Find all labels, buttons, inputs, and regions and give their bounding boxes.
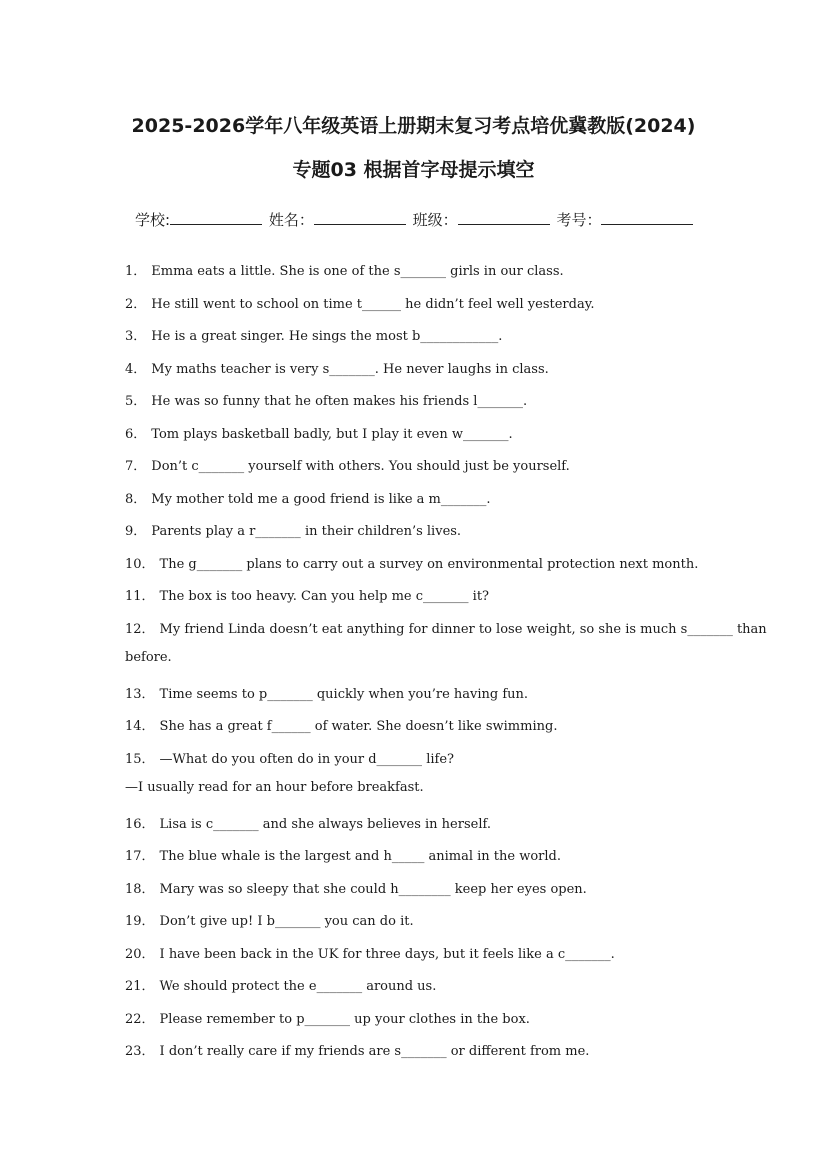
question-text: We should protect the e_______ around us. bbox=[159, 979, 437, 994]
question-text: —What do you often do in your d_______ life? bbox=[159, 752, 454, 767]
question-item bbox=[125, 520, 461, 539]
question-number: 10． bbox=[125, 557, 155, 572]
exam-number-blank[interactable] bbox=[601, 210, 693, 225]
question-number: 19． bbox=[125, 914, 155, 929]
question-item bbox=[125, 325, 502, 344]
question-item bbox=[125, 878, 587, 897]
question-number: 8． bbox=[125, 492, 147, 507]
question-text: Tom plays basketball badly, but I play it even w_______. bbox=[151, 427, 513, 442]
question-text: Mary was so sleepy that she could h________ keep her eyes open. bbox=[159, 882, 587, 897]
question-number: 4． bbox=[125, 362, 147, 377]
question-item bbox=[125, 910, 414, 929]
question-text: He was so funny that he often makes his friends l_______. bbox=[151, 394, 528, 409]
question-text: I don’t really care if my friends are s_______ or different from me. bbox=[159, 1044, 590, 1059]
question-text: I have been back in the UK for three days, but it feels like a c_______. bbox=[159, 947, 615, 962]
question-item bbox=[125, 975, 436, 994]
question-item bbox=[125, 488, 491, 507]
question-item bbox=[125, 813, 491, 832]
question-item bbox=[125, 585, 489, 604]
question-number: 14． bbox=[125, 719, 155, 734]
question-text: My friend Linda doesn’t eat anything for dinner to lose weight, so she is much s_______ than bbox=[159, 622, 767, 637]
question-number: 22． bbox=[125, 1012, 155, 1027]
name-blank[interactable] bbox=[314, 210, 406, 225]
question-text: Lisa is c_______ and she always believes in herself. bbox=[159, 817, 491, 832]
question-item bbox=[125, 358, 549, 377]
question-item bbox=[125, 618, 767, 637]
question-number: 17． bbox=[125, 849, 155, 864]
question-item bbox=[125, 423, 513, 442]
class-label: 班级： bbox=[412, 211, 458, 229]
page-title: 2025-2026学年八年级英语上册期末复习考点培优冀教版(2024) bbox=[131, 115, 696, 137]
question-item bbox=[125, 715, 557, 734]
school-blank[interactable] bbox=[170, 210, 262, 225]
question-text: Don’t c_______ yourself with others. You should just be yourself. bbox=[151, 459, 570, 474]
question-item bbox=[125, 845, 561, 864]
question-text: He still went to school on time t______ he didn’t feel well yesterday. bbox=[151, 297, 595, 312]
class-blank[interactable] bbox=[458, 210, 550, 225]
question-item bbox=[125, 1008, 530, 1027]
question-continuation: before. bbox=[125, 650, 172, 665]
section-subtitle: 专题03 根据首字母提示填空 bbox=[292, 159, 535, 181]
question-text: My mother told me a good friend is like a m_______. bbox=[151, 492, 491, 507]
question-text: Time seems to p_______ quickly when you’re having fun. bbox=[159, 687, 529, 702]
question-number: 1． bbox=[125, 264, 147, 279]
question-text: Please remember to p_______ up your clothes in the box. bbox=[159, 1012, 530, 1027]
question-number: 18． bbox=[125, 882, 155, 897]
question-text: The box is too heavy. Can you help me c_______ it? bbox=[159, 589, 490, 604]
question-item bbox=[125, 683, 528, 702]
question-number: 6． bbox=[125, 427, 147, 442]
question-text: Parents play a r_______ in their children’s lives. bbox=[151, 524, 462, 539]
question-text: Don’t give up! I b_______ you can do it. bbox=[159, 914, 414, 929]
question-item bbox=[125, 293, 594, 312]
question-number: 15． bbox=[125, 752, 155, 767]
question-text: The blue whale is the largest and h_____ animal in the world. bbox=[159, 849, 561, 864]
question-number: 21． bbox=[125, 979, 155, 994]
question-item bbox=[125, 748, 454, 767]
question-item bbox=[125, 455, 570, 474]
question-number: 23． bbox=[125, 1044, 155, 1059]
question-number: 3． bbox=[125, 329, 147, 344]
question-number: 20． bbox=[125, 947, 155, 962]
question-text: Emma eats a little. She is one of the s_______ girls in our class. bbox=[151, 264, 564, 279]
question-item bbox=[125, 553, 698, 572]
question-text: She has a great f______ of water. She doesn’t like swimming. bbox=[159, 719, 558, 734]
question-item bbox=[125, 1040, 589, 1059]
school-label: 学校: bbox=[135, 211, 171, 229]
question-text: He is a great singer. He sings the most b____________. bbox=[151, 329, 503, 344]
question-item bbox=[125, 260, 564, 279]
question-number: 5． bbox=[125, 394, 147, 409]
student-info-row bbox=[135, 209, 695, 230]
question-text: My maths teacher is very s_______. He never laughs in class. bbox=[151, 362, 549, 377]
exam-number-label: 考号： bbox=[556, 211, 602, 229]
question-number: 7． bbox=[125, 459, 147, 474]
question-number: 12． bbox=[125, 622, 155, 637]
name-label: 姓名： bbox=[268, 211, 314, 229]
question-number: 11． bbox=[125, 589, 155, 604]
question-continuation: —I usually read for an hour before breakfast. bbox=[125, 780, 424, 795]
question-number: 2． bbox=[125, 297, 147, 312]
question-text: The g_______ plans to carry out a survey on environmental protection next month. bbox=[159, 557, 699, 572]
question-item bbox=[125, 390, 527, 409]
question-number: 16． bbox=[125, 817, 155, 832]
question-number: 13． bbox=[125, 687, 155, 702]
question-number: 9． bbox=[125, 524, 147, 539]
question-item bbox=[125, 943, 615, 962]
